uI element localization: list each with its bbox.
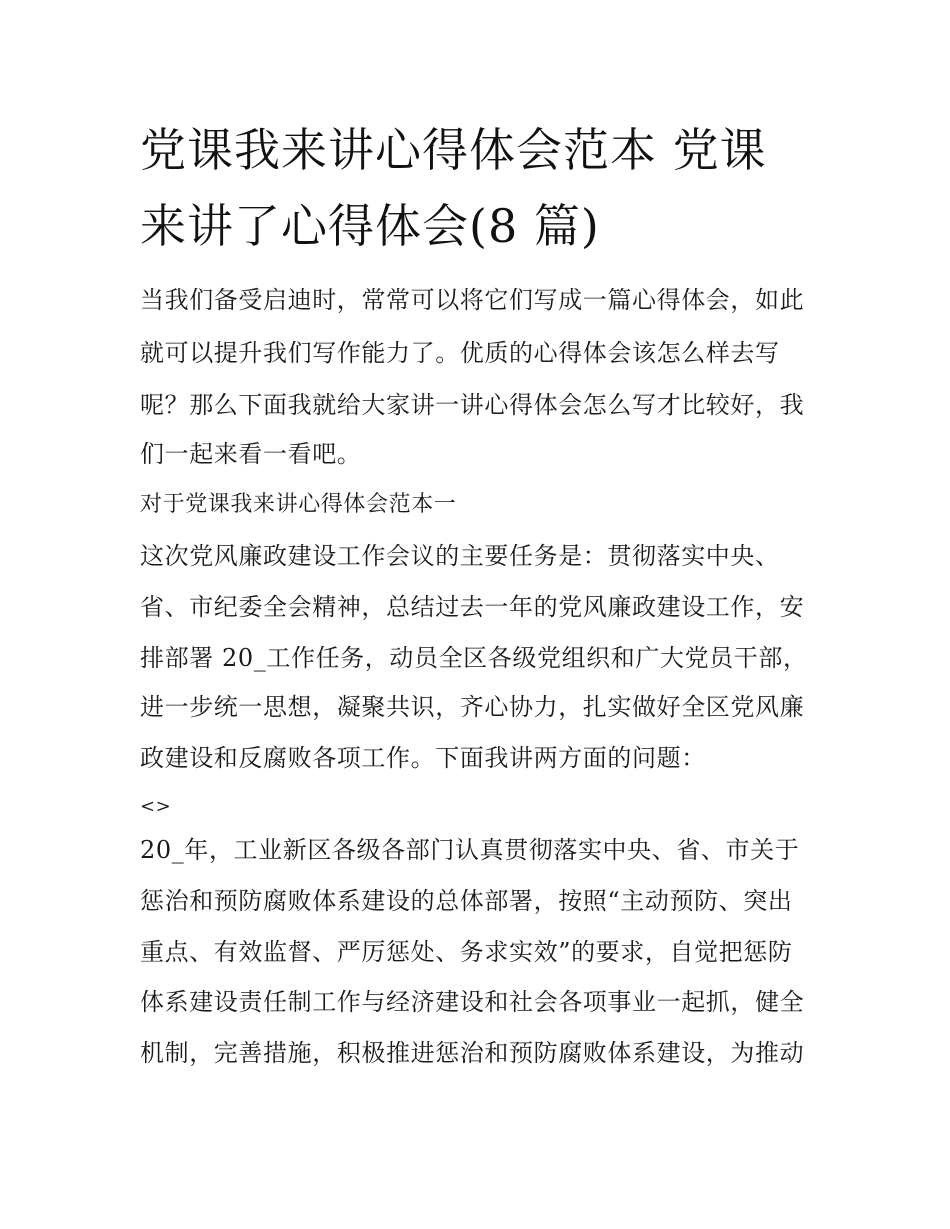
paragraph1-line: 进一步统一思想，凝聚共识，齐心协力，扎实做好全区党风廉 [140,693,805,721]
section-heading: 对于党课我来讲心得体会范本一 [140,492,457,517]
paragraph2-line: 惩治和预防腐败体系建设的总体部署，按照“主动预防、突出 [140,887,793,915]
marker-text: <> [140,796,172,817]
paragraph1-line: 政建设和反腐败各项工作。下面我讲两方面的问题： [140,744,706,772]
title-line-2: 来讲了心得体会(8 篇) [140,199,600,253]
paragraph2-line: 机制，完善措施，积极推进惩治和预防腐败体系建设，为推动 [140,1039,805,1067]
paragraph2-line: 重点、有效监督、严厉惩处、务求实效”的要求，自觉把惩防 [140,938,793,966]
title-line-1: 党课我来讲心得体会范本 党课 [140,123,767,177]
intro-line: 呢？那么下面我就给大家讲一讲心得体会怎么写才比较好，我 [140,391,805,419]
document-title [140,112,820,264]
intro-line: 们一起来看一看吧。 [140,440,362,468]
paragraph2-line: 20_年，工业新区各级各部门认真贯彻落实中央、省、市关于 [140,836,800,864]
intro-line: 就可以提升我们写作能力了。优质的心得体会该怎么样去写 [140,339,780,367]
intro-line: 当我们备受启迪时，常常可以将它们写成一篇心得体会，如此 [140,286,805,314]
paragraph1-line: 这次党风廉政建设工作会议的主要任务是：贯彻落实中央、 [140,542,780,570]
paragraph2-line: 体系建设责任制工作与经济建设和社会各项事业一起抓，健全 [140,988,805,1016]
paragraph1-line: 排部署 20_工作任务，动员全区各级党组织和广大党员干部， [140,644,808,672]
paragraph1-line: 省、市纪委全会精神，总结过去一年的党风廉政建设工作，安 [140,593,805,621]
